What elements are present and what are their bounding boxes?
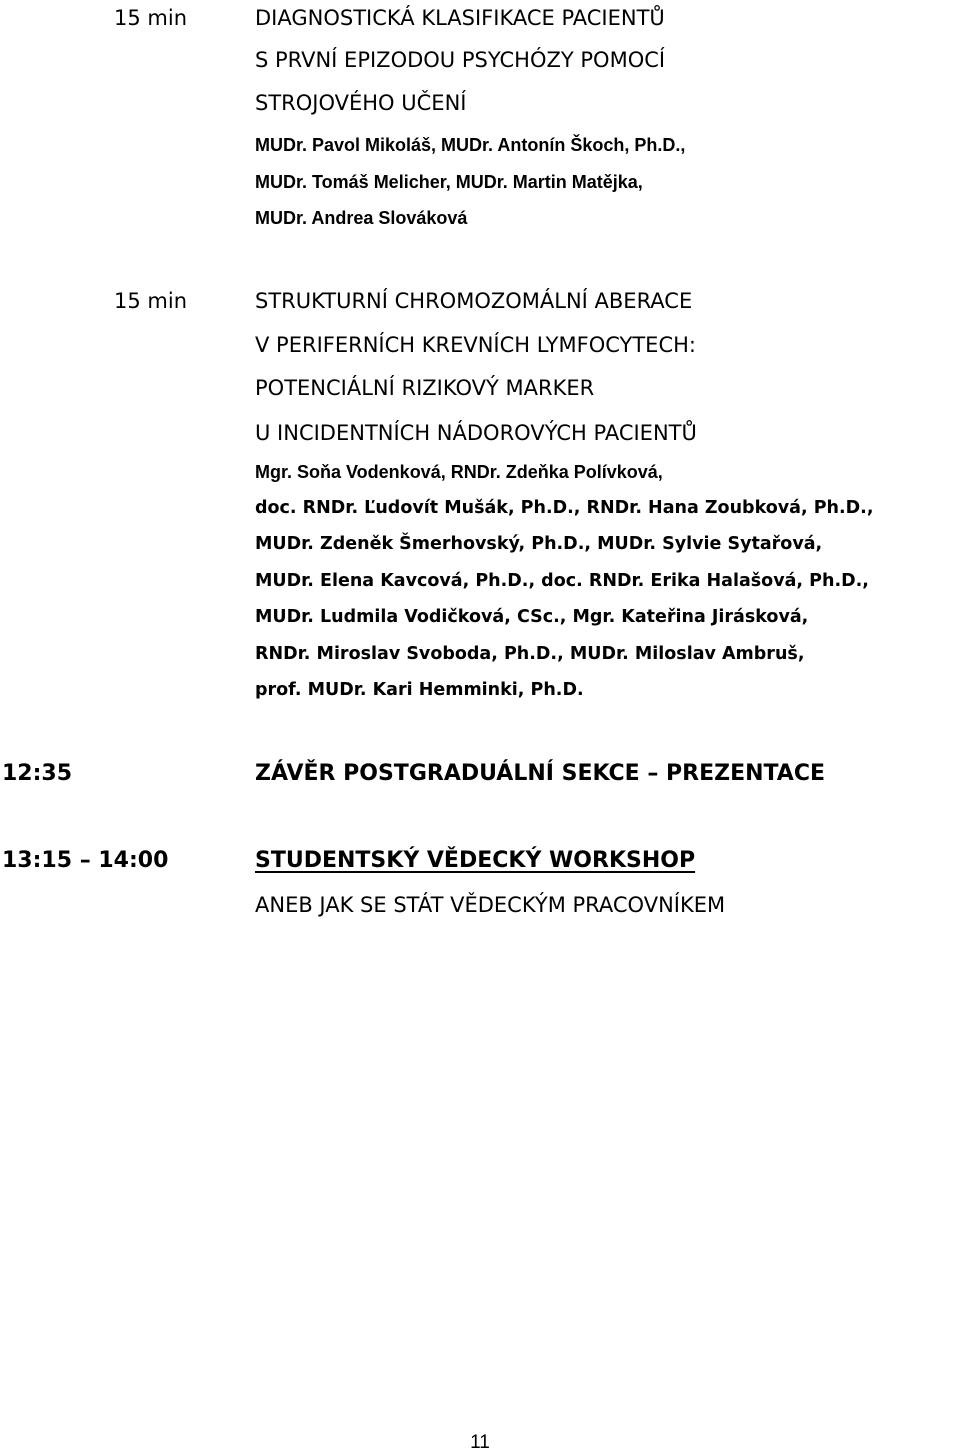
- session-authors-line: RNDr. Miroslav Svoboda, Ph.D., MUDr. Miloslav Ambruš,: [255, 644, 805, 664]
- session-authors-line: prof. MUDr. Kari Hemminki, Ph.D.: [255, 680, 584, 700]
- session-authors-line: MUDr. Elena Kavcová, Ph.D., doc. RNDr. Erika Halašová, Ph.D.,: [255, 571, 869, 591]
- closing-title: ZÁVĚR POSTGRADUÁLNÍ SEKCE – PREZENTACE: [255, 761, 826, 786]
- session-authors-line: MUDr. Tomáš Melicher, MUDr. Martin Matějka,: [255, 172, 643, 192]
- session-title-line: S PRVNÍ EPIZODOU PSYCHÓZY POMOCÍ: [255, 48, 666, 72]
- workshop-subtitle: ANEB JAK SE STÁT VĚDECKÝM PRACOVNÍKEM: [255, 893, 726, 917]
- session-time: 15 min: [114, 6, 187, 30]
- session-authors-line: MUDr. Pavol Mikoláš, MUDr. Antonín Škoch, Ph.D.,: [255, 135, 686, 155]
- session-authors-line: MUDr. Zdeněk Šmerhovský, Ph.D., MUDr. Sylvie Sytařová,: [255, 534, 823, 554]
- session-authors-line: MUDr. Andrea Slováková: [255, 208, 468, 228]
- session-authors-line: MUDr. Ludmila Vodičková, CSc., Mgr. Kateřina Jirásková,: [255, 607, 809, 627]
- session-title-line: V PERIFERNÍCH KREVNÍCH LYMFOCYTECH:: [255, 333, 696, 357]
- workshop-title: STUDENTSKÝ VĚDECKÝ WORKSHOP: [255, 848, 696, 873]
- session-authors-line: Mgr. Soňa Vodenková, RNDr. Zdeňka Polívková,: [255, 462, 663, 482]
- session-time: 15 min: [114, 289, 187, 313]
- session-title-line: STROJOVÉHO UČENÍ: [255, 91, 467, 115]
- workshop-time: 13:15 – 14:00: [2, 848, 169, 873]
- page-number: 11: [470, 1432, 490, 1453]
- closing-time: 12:35: [2, 761, 73, 786]
- session-title-line: DIAGNOSTICKÁ KLASIFIKACE PACIENTŮ: [255, 6, 665, 30]
- session-authors-line: doc. RNDr. Ľudovít Mušák, Ph.D., RNDr. Hana Zoubková, Ph.D.,: [255, 498, 874, 518]
- session-title-line: U INCIDENTNÍCH NÁDOROVÝCH PACIENTŮ: [255, 421, 697, 445]
- session-title-line: POTENCIÁLNÍ RIZIKOVÝ MARKER: [255, 376, 595, 400]
- session-title-line: STRUKTURNÍ CHROMOZOMÁLNÍ ABERACE: [255, 289, 693, 313]
